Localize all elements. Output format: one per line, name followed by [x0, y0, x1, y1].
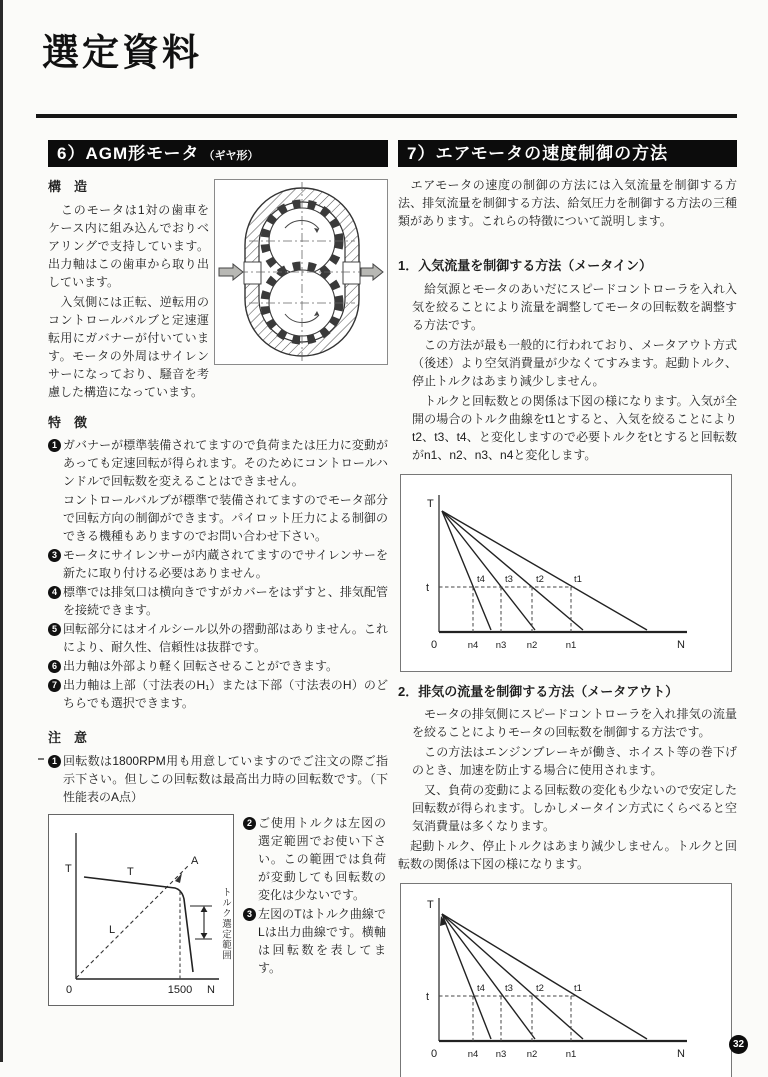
- feature-text: ガバナーが標準装備されてますので負荷または圧力に変動があっても定速回転が得られます。そのためにコントロールハンドルで回転数を変えることはできません。: [63, 438, 388, 488]
- point-a-label: A: [191, 854, 199, 867]
- left-column: [48, 140, 388, 1006]
- page-number-badge: 32: [729, 1035, 748, 1054]
- torque-range-bracket: [190, 906, 212, 939]
- section-6-number: 6）: [57, 144, 86, 163]
- feature-item: [48, 546, 388, 582]
- y-axis-label: T: [427, 497, 434, 510]
- features-heading: 特 徴: [48, 414, 88, 430]
- n3-label: n3: [495, 1049, 507, 1060]
- paragraph: 起動トルク、停止トルクはあまり減少しません。トルクと回転数の関係は下図の様になります。: [398, 839, 737, 871]
- y-axis-label: T: [427, 899, 434, 911]
- t-level-label: t: [426, 581, 430, 594]
- feature-item: [48, 583, 388, 619]
- structure-section: [48, 177, 388, 403]
- y-axis-label: T: [65, 862, 72, 875]
- feature-text: 標準では排気口は横向きですがカバーをはずすと、排気配管を接続できます。: [63, 585, 388, 617]
- caution-item: [243, 905, 386, 977]
- item-number-badge: 1: [48, 439, 61, 452]
- torque-range-label: トルク選定範囲: [220, 886, 231, 960]
- item-number-badge: 2: [243, 817, 256, 830]
- gear-motor-diagram: [214, 179, 388, 365]
- inlet-port: [244, 262, 261, 284]
- paragraph: トルクと回転数との関係は下図の様になります。入気が全開の場合のトルク曲線をt1とすると、入気を絞ることによりt2、t3、t4、と変化しますので必要トルクをtとすると回転数がn1、n2、n3、n4と変化します。: [412, 393, 737, 462]
- torque-curve-label: T: [127, 865, 134, 878]
- item-number-badge: 1: [48, 755, 61, 768]
- n4-label: n4: [467, 639, 479, 651]
- bracket-arrow-up: [201, 906, 208, 912]
- item-number-badge: 4: [48, 586, 61, 599]
- paragraph: モータの排気側にスピードコントローラを入れ排気の流量を絞ることによりモータの回転数を制御する方法です。: [412, 707, 737, 739]
- right-column: [398, 140, 737, 1077]
- output-curve-label: L: [109, 923, 116, 936]
- method-2-heading: 2．排気の流量を制御する方法（メータアウト）: [398, 683, 679, 699]
- meter-in-torque-chart: [400, 474, 732, 672]
- caution-text: 左図のTはトルク曲線でLは出力曲線です。横軸は回転数を表してます。: [258, 906, 386, 975]
- section-7-title: エアモータの速度制御の方法: [435, 144, 669, 163]
- feature-item: [48, 676, 388, 712]
- item-number-badge: 3: [48, 549, 61, 562]
- page-title: 選定資料: [42, 32, 202, 73]
- n1-label: n1: [565, 1049, 577, 1060]
- t3-label: t3: [505, 983, 513, 994]
- n2-label: n2: [526, 1049, 538, 1060]
- intro-paragraph: エアモータの速度の制御の方法には入気流量を制御する方法、排気流量を制御する方法、給気圧力を制御する方法の三種類があります。これらの特徴について説明します。: [398, 178, 737, 228]
- x-axis-label: N: [207, 983, 215, 996]
- feature-item: [48, 436, 388, 490]
- feature-text: 出力軸は上部（寸法表のH₁）または下部（寸法表のH）のどちらでも選択できます。: [63, 678, 388, 710]
- n4-label: n4: [467, 1049, 479, 1060]
- scan-edge-line: [0, 0, 3, 1062]
- t2-label: t2: [536, 983, 544, 994]
- x-tick-1500: 1500: [167, 983, 193, 996]
- paragraph: 給気源とモータのあいだにスピードコントローラを入れ入気を絞ることにより流量を調整してモータの回転数を調整する方法です。: [412, 281, 737, 332]
- structure-paragraph-1: このモータは1対の歯車をケース内に組み込んでおりベアリングで支持しています。出力軸はこの歯車から取り出しています。: [48, 202, 209, 289]
- t-level-label: t: [426, 991, 430, 1003]
- section-6-header: [48, 140, 388, 167]
- bracket-arrow-down: [201, 933, 208, 939]
- performance-chart: [48, 814, 234, 1006]
- t4-label: t4: [477, 573, 485, 585]
- outlet-arrow-icon: [361, 264, 383, 280]
- origin-label: 0: [431, 638, 438, 651]
- feature-text: コントロールバルブが標準で装備されてますのでモータ部分で回転方向の制御ができます。パイロット圧力による制御のできる機種もありますのでお問い合わせ下さい。: [63, 493, 388, 543]
- meter-out-torque-chart: [400, 883, 732, 1077]
- feature-item: [48, 620, 388, 656]
- performance-chart-svg: [49, 815, 231, 1003]
- item-number-badge: [48, 494, 61, 507]
- feature-item: [48, 491, 388, 545]
- n3-label: n3: [495, 639, 507, 651]
- caution-figure-row: [48, 814, 388, 1006]
- paragraph: この方法はエンジンブレーキが働き、ホイスト等の巻下げのとき、加速を防止する場合に使用されます。: [412, 745, 737, 777]
- method-1-body: [398, 280, 737, 464]
- paragraph: この方法が最も一般的に行われており、メータアウト方式（後述）より空気消費量が少なくてすみます。起動トルク、停止トルクはあまり減少しません。: [412, 337, 737, 388]
- t1-label: t1: [574, 573, 582, 585]
- torque-curve-T: [84, 877, 193, 972]
- feature-text: 回転部分にはオイルシール以外の摺動部はありません。これにより、耐久性、信頼性は抜群です。: [63, 622, 388, 654]
- item-number-badge: 3: [243, 908, 256, 921]
- features-list: [48, 436, 388, 712]
- origin-label: 0: [431, 1048, 438, 1060]
- section-7-header: [398, 140, 737, 167]
- meter-out-chart-svg: [401, 884, 729, 1077]
- caution-item: [243, 814, 386, 904]
- x-axis-label: N: [677, 638, 685, 651]
- method-1-heading: 1．入気流量を制御する方法（メータイン）: [398, 258, 652, 273]
- method-2-body: [398, 705, 737, 873]
- title-divider: [36, 114, 737, 118]
- feature-text: モータにサイレンサーが内蔵されてますのでサイレンサーを新たに取り付ける必要はありません。: [63, 548, 388, 580]
- guide-lines: [439, 996, 575, 1041]
- feature-text: 出力軸は外部より軽く回転させることができます。: [63, 659, 339, 673]
- output-curve-L: [76, 865, 189, 978]
- origin-label: 0: [66, 983, 73, 996]
- feature-item: [48, 657, 388, 675]
- item-number-badge: 6: [48, 660, 61, 673]
- caution-heading: 注 意: [48, 730, 88, 745]
- margin-dash: [38, 758, 44, 760]
- caution-side-notes: [243, 814, 386, 1006]
- n2-label: n2: [526, 639, 538, 651]
- section-7-number: 7）: [407, 144, 436, 163]
- paragraph: 又、負荷の変動による回転数の変化も少ないので安定した回転数が得られます。しかしメータイン方式にくらべると空気消費量は多くなります。: [412, 783, 737, 833]
- structure-paragraph-2: 入気側には正転、逆転用のコントロールバルブと定速運転用にガバナーが付いています。モータの外周はサイレンサーになっており、騒音を考慮した構造になっています。: [48, 294, 209, 399]
- caution-item: [48, 752, 388, 806]
- x-axis-label: N: [677, 1048, 685, 1060]
- caution-text: 回転数は1800RPM用も用意していますのでご注文の際ご指示下さい。但しこの回転数は最高出力時の回転数です。（下性能表のA点）: [63, 753, 388, 804]
- structure-heading: 構 造: [48, 179, 88, 194]
- t3-label: t3: [505, 573, 513, 585]
- t2-label: t2: [536, 573, 544, 585]
- t4-label: t4: [477, 983, 485, 994]
- t1-label: t1: [574, 983, 582, 994]
- item-number-badge: 5: [48, 623, 61, 636]
- n1-label: n1: [565, 639, 577, 651]
- meter-in-chart-svg: [401, 475, 729, 669]
- inlet-arrow-icon: [219, 264, 243, 280]
- caution-text: ご使用トルクは左図の選定範囲でお使い下さい。この範囲では負荷が変動しても回転数の変化は少ないです。: [258, 815, 386, 902]
- section-6-title: AGM形モータ: [85, 144, 200, 163]
- item-number-badge: 7: [48, 679, 61, 692]
- section-6-subtitle: （ギヤ形）: [203, 150, 259, 162]
- outlet-port: [343, 262, 360, 284]
- gear-pump-cross-section: [215, 180, 387, 364]
